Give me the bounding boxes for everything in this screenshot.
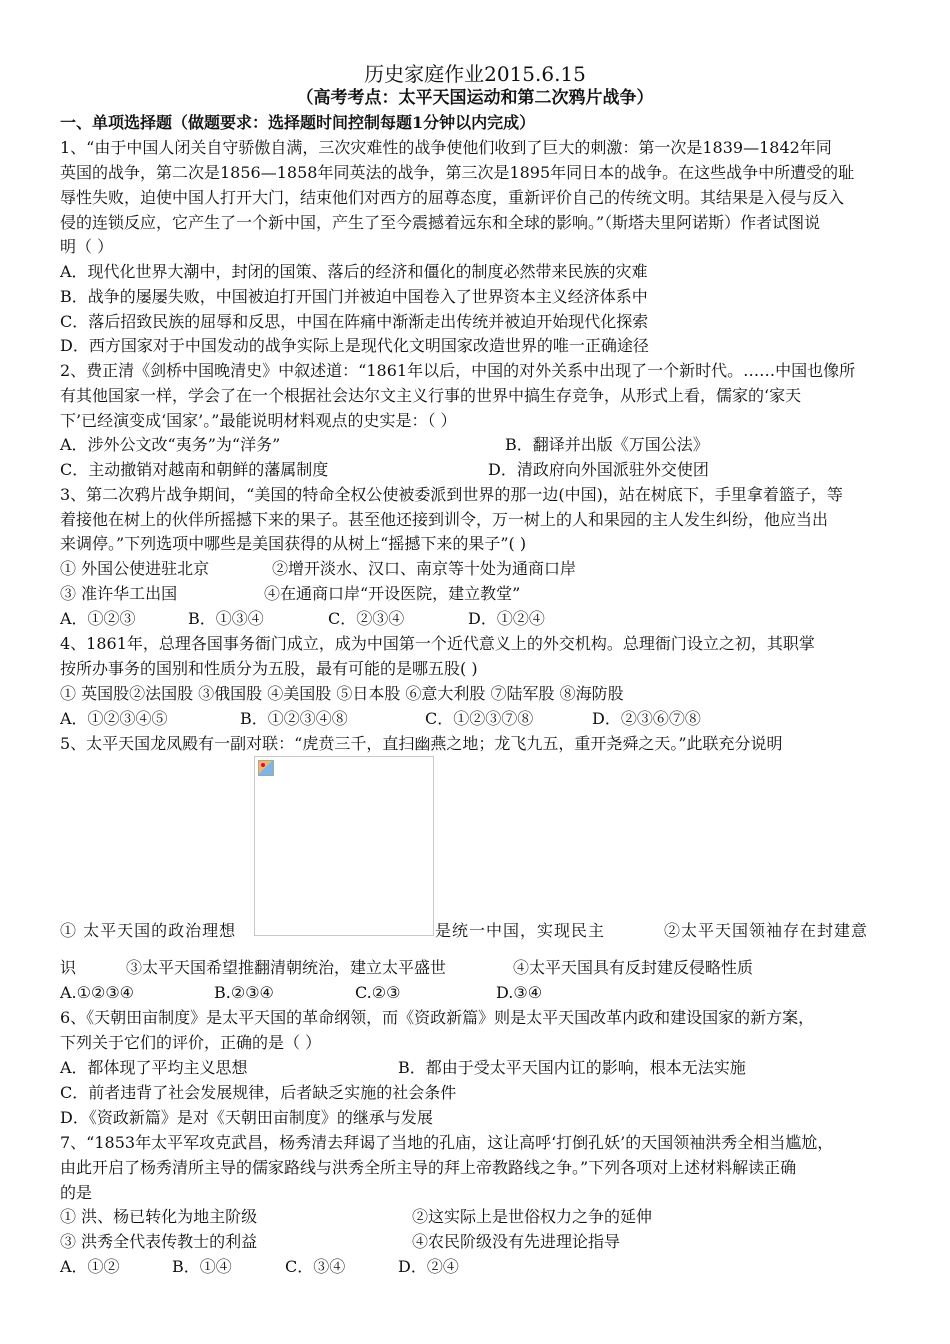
q1-option-c: C．落后招致民族的屈辱和反思，中国在阵痛中渐渐走出传统并被迫开始现代化探索 xyxy=(60,312,649,331)
q7-item-3: ③ 洪秀全代表传教士的利益 xyxy=(60,1232,258,1251)
q7-line-2: 由此开启了杨秀清所主导的儒家路线与洪秀全所主导的拜上帝教路线之争。”下列各项对上述材料解读正确 xyxy=(60,1158,797,1177)
q7-option-b: B．①④ xyxy=(172,1257,232,1276)
page-subtitle: （高考考点：太平天国运动和第二次鸦片战争） xyxy=(296,88,654,108)
broken-image-icon xyxy=(258,760,274,776)
q1-option-a: A．现代化世界大潮中，封闭的国策、落后的经济和僵化的制度必然带来民族的灾难 xyxy=(60,262,648,281)
q2-line-1: 2、费正清《剑桥中国晚清史》中叙述道：“1861年以后，中国的对外关系中出现了一个新时代。……中国也像所 xyxy=(60,361,856,380)
broken-image-placeholder xyxy=(254,756,434,936)
q5-item-4: ④太平天国具有反封建反侵略性质 xyxy=(513,958,754,977)
q2-option-b: B．翻译并出版《万国公法》 xyxy=(505,435,709,454)
q1-option-d: D．西方国家对于中国发动的战争实际上是现代化文明国家改造世界的唯一正确途径 xyxy=(60,336,649,355)
q7-line-3: 的是 xyxy=(60,1183,93,1202)
q3-line-3: 来调停。”下列选项中哪些是美国获得的从树上“摇撼下来的果子”( ) xyxy=(60,534,527,553)
q3-item-4: ④在通商口岸“开设医院，建立教堂” xyxy=(264,584,521,603)
q5-line-1: 5、太平天国龙凤殿有一副对联：“虎贲三千，直扫幽燕之地；龙飞九五，重开尧舜之天。”此联充分说明 xyxy=(60,734,783,753)
q7-option-d: D．②④ xyxy=(398,1257,459,1276)
q7-line-1: 7、“1853年太平军攻克武昌，杨秀清去拜谒了当地的孔庙，这让高呼‘打倒孔妖’的天国领袖洪秀全相当尴尬， xyxy=(60,1133,834,1152)
q6-line-1: 6、《天朝田亩制度》是太平天国的革命纲领，而《资政新篇》则是太平天国改革内政和建设国家的新方案， xyxy=(60,1008,815,1027)
q7-option-c: C．③④ xyxy=(285,1257,346,1276)
q4-line-2: 按所办事务的国别和性质分为五股，最有可能的是哪五股( ) xyxy=(60,659,478,678)
q4-option-a: A．①②③④⑤ xyxy=(60,709,168,728)
q2-option-a: A．涉外公文改“夷务”为“洋务” xyxy=(60,435,281,454)
q3-option-a: A．①②③ xyxy=(60,609,136,628)
q4-items: ① 英国股②法国股 ③俄国股 ④美国股 ⑤日本股 ⑥意大利股 ⑦陆军股 ⑧海防股 xyxy=(60,684,624,703)
q3-line-2: 着接他在树上的伙伴所摇撼下来的果子。甚至他还接到训令，万一树上的人和果园的主人发生纠纷，他应当出 xyxy=(60,510,829,529)
q1-line-3: 辱性失败，迫使中国人打开大门，结束他们对西方的屈尊态度，重新评价自己的传统文明。其结果是入侵与反入 xyxy=(60,188,845,207)
q1-line-4: 侵的连锁反应，它产生了一个新中国，产生了至今震撼着远东和全球的影响。”（斯塔夫里阿诺斯）作者试图说 xyxy=(60,213,821,232)
q4-line-1: 4、1861年，总理各国事务衙门成立，成为中国第一个近代意义上的外交机构。总理衙门设立之初，其职掌 xyxy=(60,634,815,653)
q6-option-b: B．都由于受太平天国内讧的影响，根本无法实施 xyxy=(398,1058,746,1077)
q6-option-a: A．都体现了平均主义思想 xyxy=(60,1058,248,1077)
q2-option-d: D．清政府向外国派驻外交使团 xyxy=(488,460,709,479)
section-heading: 一、单项选择题（做题要求：选择题时间控制每题1分钟以内完成） xyxy=(60,113,536,132)
q3-option-d: D．①②④ xyxy=(468,609,545,628)
q7-item-2: ②这实际上是世俗权力之争的延伸 xyxy=(412,1207,653,1226)
q1-option-b: B．战争的屡屡失败，中国被迫打开国门并被迫中国卷入了世界资本主义经济体系中 xyxy=(60,287,648,306)
q5-option-a: A.①②③④ xyxy=(60,983,135,1002)
q7-item-1: ① 洪、杨已转化为地主阶级 xyxy=(60,1207,258,1226)
q6-option-c: C．前者违背了社会发展规律，后者缺乏实施的社会条件 xyxy=(60,1083,457,1102)
q5-option-d: D.③④ xyxy=(496,983,543,1002)
q2-line-3: 下’已经演变成‘国家’。”最能说明材料观点的史实是：（ ） xyxy=(60,411,457,430)
q5-item-2-end: 识 xyxy=(60,958,77,977)
q4-option-b: B．①②③④⑧ xyxy=(240,709,348,728)
q3-option-b: B．①③④ xyxy=(188,609,264,628)
q6-option-d: D．《资政新篇》是对《天朝田亩制度》的继承与发展 xyxy=(60,1108,433,1127)
q3-item-2: ②增开淡水、汉口、南京等十处为通商口岸 xyxy=(272,559,577,578)
q2-line-2: 有其他国家一样，学会了在一个根据社会达尔文主义行事的世界中搞生存竞争，从形式上看，儒家的‘家天 xyxy=(60,386,802,405)
q3-item-1: ① 外国公使进驻北京 xyxy=(60,559,210,578)
q5-item-1-start: ① 太平天国的政治理想 xyxy=(60,921,237,940)
q7-item-4: ④农民阶级没有先进理论指导 xyxy=(412,1232,621,1251)
q3-item-3: ③ 准许华工出国 xyxy=(60,584,178,603)
q5-item-1-end: 是统一中国，实现民主 xyxy=(435,921,606,940)
q4-option-c: C．①②③⑦⑧ xyxy=(425,709,534,728)
q2-option-c: C．主动撤销对越南和朝鲜的藩属制度 xyxy=(60,460,329,479)
q6-line-2: 下列关于它们的评价，正确的是（ ） xyxy=(60,1033,322,1052)
q5-item-2-start: ②太平天国领袖存在封建意 xyxy=(664,921,869,940)
q3-option-c: C．②③④ xyxy=(328,609,405,628)
q1-line-1: 1、“由于中国人闭关自守骄傲自满，三次灾难性的战争使他们收到了巨大的刺激：第一次是1839—1842年同 xyxy=(60,138,832,157)
q1-line-2: 英国的战争，第二次是1856—1858年同英法的战争，第三次是1895年同日本的战争。在这些战争中所遭受的耻 xyxy=(60,163,855,182)
q5-item-3: ③太平天国希望推翻清朝统治，建立太平盛世 xyxy=(126,958,447,977)
q7-option-a: A．①② xyxy=(60,1257,120,1276)
q5-option-b: B.②③④ xyxy=(214,983,274,1002)
q4-option-d: D．②③⑥⑦⑧ xyxy=(592,709,701,728)
q3-line-1: 3、第二次鸦片战争期间，“美国的特命全权公使被委派到世界的那一边(中国)，站在树底下，手里拿着篮子，等 xyxy=(60,485,843,504)
q1-line-5: 明（ ） xyxy=(60,237,114,256)
page-title: 历史家庭作业2015.6.15 xyxy=(364,62,586,86)
q5-option-c: C.②③ xyxy=(355,983,401,1002)
